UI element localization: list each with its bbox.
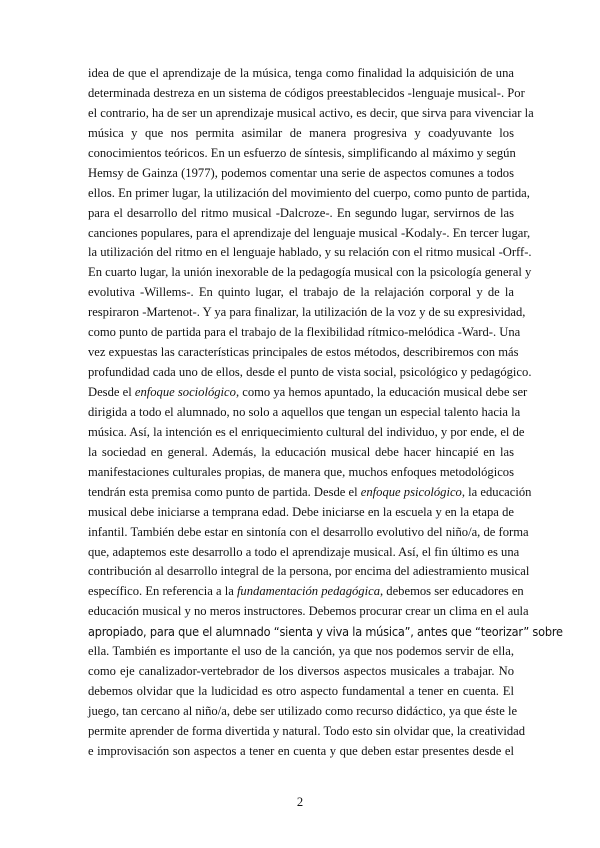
text-line: conocimientos teóricos. En un esfuerzo de síntesis, simplificando al máximo y según [88, 145, 516, 160]
emphasis-pedagogical: fundamentación pedagógica [236, 584, 380, 599]
text-line [88, 483, 532, 503]
text-line: e improvisación son aspectos a tener en cuenta y que deben estar presentes desde el [88, 743, 514, 758]
text-line: dirigida a todo el alumnado, no solo a aquellos que tengan un especial talento hacia la [88, 404, 521, 419]
text-line [88, 383, 528, 403]
page-number: 2 [296, 795, 304, 809]
text-line: determinada destreza en un sistema de códigos preestablecidos -lenguaje musical-. Por [88, 85, 525, 100]
text-line: canciones populares, para el aprendizaje del lenguaje musical -Kodaly-. En tercer lugar, [88, 225, 531, 240]
text-segment: específico. En referencia a la [88, 584, 237, 599]
text-line: ellos. En primer lugar, la utilización del movimiento del cuerpo, como punto de partida, [88, 185, 530, 200]
text-line: manifestaciones culturales propias, de manera que, muchos enfoques metodológicos [88, 464, 514, 479]
text-line: para el desarrollo del ritmo musical -Dalcroze-. En segundo lugar, servirnos de las [88, 205, 514, 220]
text-line: contribución al desarrollo integral de la persona, por encima del adiestramiento musical [88, 564, 530, 579]
text-segment: , debemos ser educadores en [380, 584, 524, 599]
text-segment: , como ya hemos apuntado, la educación musical debe ser [235, 385, 528, 399]
text-line: vez expuestas las características principales de estos métodos, describiremos con más [88, 345, 519, 360]
text-segment: Desde el [88, 385, 135, 399]
text-line: que, adaptemos este desarrollo a todo el aprendizaje musical. Así, el fin último es una [88, 544, 520, 559]
text-line: permite aprender de forma divertida y natural. Todo esto sin olvidar que, la creatividad [88, 723, 526, 738]
text-line: respiraron -Martenot-. Y ya para finalizar, la utilización de la voz y de su expresividad, [88, 305, 526, 320]
text-segment: tendrán esta premisa como punto de partida. Desde el [88, 484, 361, 499]
text-line: educación musical y no meros instructores. Debemos procurar crear un clima en el aula [88, 604, 529, 619]
text-line: infantil. También debe estar en sintonía con el desarrollo evolutivo del niño/a, de forma [88, 524, 529, 539]
text-line: como eje canalizador-vertebrador de los diversos aspectos musicales a trabajar. No [88, 664, 514, 679]
text-line: música. Así, la intención es el enriquecimiento cultural del individuo, y por ende, el de [88, 424, 525, 439]
text-line: debemos olvidar que la ludicidad es otro aspecto fundamental a tener en cuenta. El [88, 684, 514, 699]
text-line: Hemsy de Gainza (1977), podemos comentar una serie de aspectos comunes a todos [88, 165, 514, 180]
text-line [88, 582, 524, 602]
text-line: el contrario, ha de ser un aprendizaje musical activo, es decir, que sirva para vivenciar la [88, 105, 534, 120]
text-line: profundidad cada uno de ellos, desde el punto de vista social, psicológico y pedagógico. [88, 365, 532, 380]
text-line: como punto de partida para el trabajo de la flexibilidad rítmico-melódica -Ward-. Una [88, 325, 521, 340]
text-line: música y que nos permita asimilar de manera progresiva y coadyuvante los [88, 125, 514, 140]
text-line: la utilización del ritmo en el lenguaje hablado, y su relación con el ritmo musical -Orff-. [88, 245, 532, 260]
text-line: la sociedad en general. Además, la educación musical debe hacer hincapié en las [88, 444, 514, 459]
text-line: apropiado, para que el alumnado “sienta y viva la música”, antes que “teorizar” sobre [88, 624, 563, 640]
body-text [88, 64, 563, 762]
text-line: musical debe iniciarse a temprana edad. Debe iniciarse en la escuela y en la etapa de [88, 504, 514, 519]
text-line: En cuarto lugar, la unión inexorable de la pedagogía musical con la psicología general y [88, 265, 532, 280]
emphasis-psychological: enfoque psicológico [360, 484, 462, 499]
text-line: juego, tan cercano al niño/a, debe ser utilizado como recurso didáctico, ya que éste le [88, 704, 518, 718]
text-segment: , la educación [461, 484, 532, 499]
emphasis-sociological: enfoque sociológico [134, 385, 236, 399]
text-line: idea de que el aprendizaje de la música, tenga como finalidad la adquisición de una [88, 66, 514, 80]
text-line: ella. También es importante el uso de la canción, ya que nos podemos servir de ella, [88, 644, 514, 659]
text-line: evolutiva -Willems-. En quinto lugar, el trabajo de la relajación corporal y de la [88, 285, 514, 300]
